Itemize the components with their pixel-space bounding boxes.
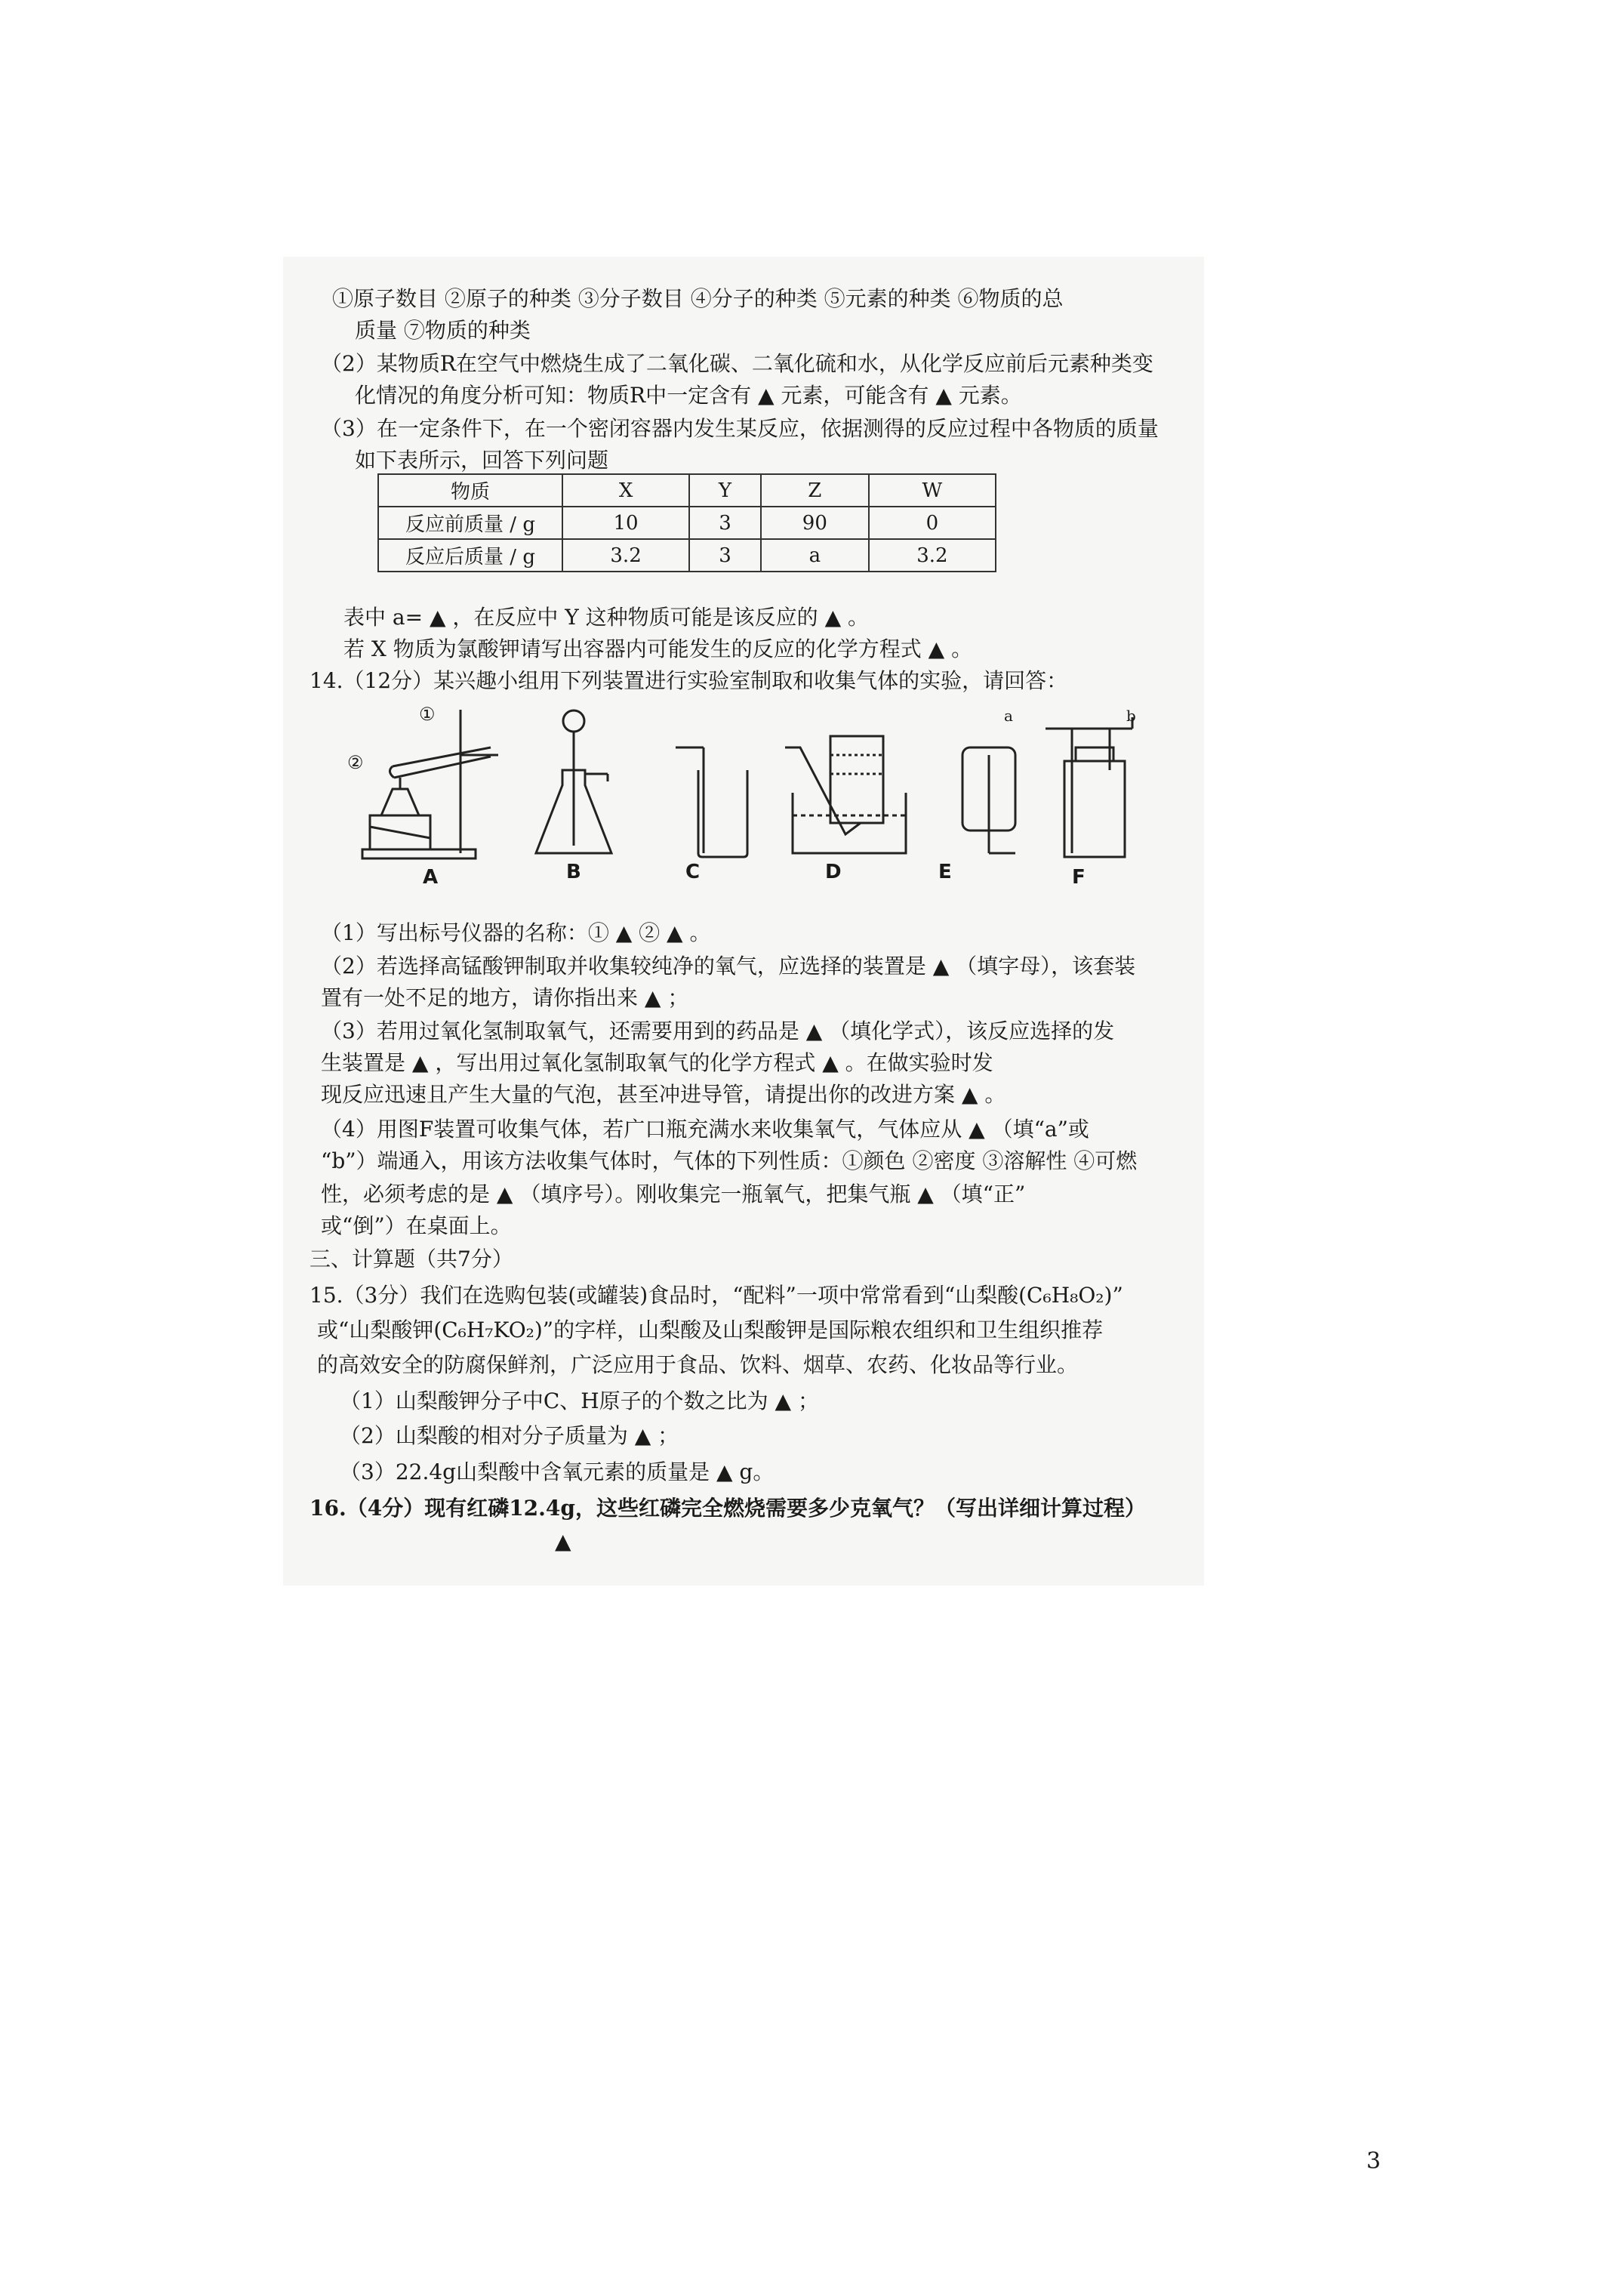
apparatus-label-b: B — [566, 861, 581, 883]
q13-after-line1: 表中 a= ▲ ，在反应中 Y 这种物质可能是该反应的 ▲ 。 — [343, 605, 870, 630]
apparatus-figure — [347, 702, 1193, 906]
table-cell: W — [869, 474, 996, 507]
apparatus-marker-1: ① — [419, 704, 436, 725]
q15-sub2: （2）山梨酸的相对分子质量为 ▲ ； — [340, 1423, 679, 1448]
q14-part4-line1: （4）用图F装置可收集气体，若广口瓶充满水来收集氧气，气体应从 ▲ （填“a”或 — [321, 1117, 1089, 1142]
q15-line1: 15.（3分）我们在选购包装(或罐装)食品时，“配料”一项中常常看到“山梨酸(C₆H₈O₂)” — [310, 1283, 1123, 1308]
table-cell: Z — [761, 474, 869, 507]
q14-part2-line1: （2）若选择高锰酸钾制取并收集较纯净的氧气，应选择的装置是 ▲ （填字母），该套装 — [321, 954, 1136, 978]
q14-part3-line3: 现反应迅速且产生大量的气泡，甚至冲进导管，请提出你的改进方案 ▲ 。 — [321, 1082, 1006, 1107]
q14-part3-line1: （3）若用过氧化氢制取氧气，还需要用到的药品是 ▲ （填化学式），该反应选择的发 — [321, 1019, 1115, 1043]
apparatus-e-drawing — [962, 747, 1015, 853]
section-3-heading: 三、计算题（共7分） — [310, 1247, 513, 1271]
q15-sub1: （1）山梨酸钾分子中C、H原子的个数之比为 ▲ ； — [340, 1388, 819, 1413]
apparatus-label-e: E — [938, 861, 952, 883]
apparatus-marker-2: ② — [347, 752, 364, 773]
q14-part3-line2: 生装置是 ▲ ，写出用过氧化氢制取氧气的化学方程式 ▲ 。在做实验时发 — [321, 1050, 993, 1075]
q14-title: 14.（12分）某兴趣小组用下列装置进行实验室制取和收集气体的实验，请回答： — [310, 668, 1068, 693]
q13-options-line2: 质量 ⑦物质的种类 — [355, 318, 531, 343]
apparatus-label-a: A — [423, 866, 439, 889]
mass-table — [377, 473, 996, 572]
table-cell: 3.2 — [562, 539, 689, 572]
table-cell: 反应后质量 / g — [378, 539, 562, 572]
q14-part4-line3: 性，必须考虑的是 ▲ （填序号）。刚收集完一瓶氧气，把集气瓶 ▲ （填“正” — [321, 1182, 1026, 1207]
q13-after-line2: 若 X 物质为氯酸钾请写出容器内可能发生的反应的化学方程式 ▲ 。 — [343, 636, 973, 661]
q13-part3-line2: 如下表所示，回答下列问题 — [355, 448, 609, 473]
table-cell: 3 — [689, 539, 761, 572]
q15-sub3: （3）22.4g山梨酸中含氧元素的质量是 ▲ g。 — [340, 1459, 775, 1484]
apparatus-c-drawing — [676, 747, 747, 857]
q13-options-line1: ①原子数目 ②原子的种类 ③分子数目 ④分子的种类 ⑤元素的种类 ⑥物质的总 — [332, 286, 1064, 311]
table-row — [378, 507, 996, 539]
page-number: 3 — [1366, 2148, 1381, 2174]
table-cell: 90 — [761, 507, 869, 539]
apparatus-label-f: F — [1072, 866, 1086, 889]
q15-line3: 的高效安全的防腐保鲜剂，广泛应用于食品、饮料、烟草、农药、化妆品等行业。 — [317, 1352, 1079, 1377]
table-cell: 3 — [689, 507, 761, 539]
table-cell: a — [761, 539, 869, 572]
apparatus-a-drawing — [362, 710, 498, 858]
table-cell: X — [562, 474, 689, 507]
q15-line2: 或“山梨酸钾(C₆H₇KO₂)”的字样，山梨酸及山梨酸钾是国际粮农组织和卫生组织推荐 — [317, 1318, 1104, 1342]
apparatus-port-b: b — [1126, 707, 1136, 725]
q14-part4-line2: “b”）端通入，用该方法收集气体时，气体的下列性质：①颜色 ②密度 ③溶解性 ④可燃 — [321, 1148, 1138, 1173]
apparatus-label-c: C — [685, 861, 701, 883]
apparatus-label-d: D — [825, 861, 842, 883]
table-cell: Y — [689, 474, 761, 507]
apparatus-b-drawing — [536, 710, 611, 853]
q14-part1: （1）写出标号仪器的名称：① ▲ ② ▲ 。 — [321, 920, 711, 945]
q13-part2-line2: 化情况的角度分析可知：物质R中一定含有 ▲ 元素，可能含有 ▲ 元素。 — [355, 383, 1022, 408]
table-row — [378, 539, 996, 572]
q14-part4-line4: 或“倒”）在桌面上。 — [321, 1213, 512, 1238]
q14-part2-line2: 置有一处不足的地方，请你指出来 ▲ ； — [321, 985, 689, 1010]
table-cell: 3.2 — [869, 539, 996, 572]
q16-line1: 16.（4分）现有红磷12.4g，这些红磷完全燃烧需要多少克氧气？（写出详细计算过程） — [310, 1496, 1146, 1521]
q13-part2-line1: （2）某物质R在空气中燃烧生成了二氧化碳、二氧化硫和水，从化学反应前后元素种类变 — [321, 351, 1153, 376]
apparatus-f-drawing — [1046, 717, 1132, 857]
apparatus-d-drawing — [785, 736, 906, 853]
table-cell: 10 — [562, 507, 689, 539]
table-cell: 反应前质量 / g — [378, 507, 562, 539]
q16-answer-marker: ▲ — [555, 1529, 571, 1554]
table-cell: 0 — [869, 507, 996, 539]
table-row — [378, 474, 996, 507]
apparatus-port-a: a — [1004, 707, 1013, 725]
q13-part3-line1: （3）在一定条件下，在一个密闭容器内发生某反应，依据测得的反应过程中各物质的质量 — [321, 416, 1159, 441]
table-cell: 物质 — [378, 474, 562, 507]
